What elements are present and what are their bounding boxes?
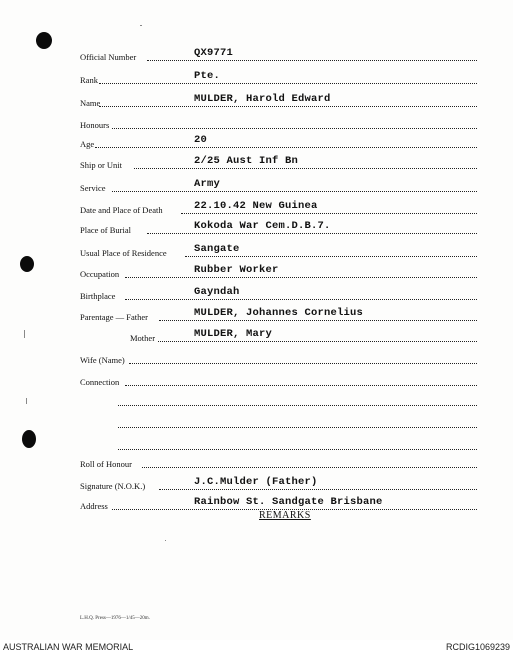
dotted-line: [142, 467, 477, 468]
field-label: Birthplace: [80, 291, 116, 301]
form-row: [0, 454, 513, 470]
form-row: [0, 350, 513, 366]
field-value: MULDER, Johannes Cornelius: [194, 307, 364, 319]
dotted-line: [129, 363, 477, 364]
field-label: Wife (Name): [80, 355, 125, 365]
printer-note: L.H.Q. Press—1976—1/45—20m.: [80, 616, 150, 621]
form-row: [0, 436, 513, 452]
form-row: [0, 70, 513, 86]
field-value: Pte.: [194, 70, 221, 82]
form-row: [0, 200, 513, 216]
field-value: Gayndah: [194, 286, 240, 298]
field-value: MULDER, Mary: [194, 328, 273, 340]
form-row: [0, 496, 513, 512]
dotted-line: [159, 489, 477, 490]
field-value: Kokoda War Cem.D.B.7.: [194, 220, 331, 232]
field-label: Usual Place of Residence: [80, 248, 167, 258]
field-value: 2/25 Aust Inf Bn: [194, 155, 299, 167]
form-row: [0, 243, 513, 259]
field-value: QX9771: [194, 47, 234, 59]
archive-name: AUSTRALIAN WAR MEMORIAL: [3, 642, 134, 652]
form-row: [0, 93, 513, 109]
dotted-line: [118, 449, 477, 450]
field-value: 22.10.42 New Guinea: [194, 200, 318, 212]
archive-footer: [0, 641, 513, 654]
field-value: 20: [194, 134, 208, 146]
form-row: [0, 392, 513, 408]
field-label: Place of Burial: [80, 225, 131, 235]
field-value: Rubber Worker: [194, 264, 279, 276]
field-label: Mother: [130, 333, 156, 343]
dotted-line: [118, 427, 477, 428]
form-row: [0, 328, 513, 344]
dotted-line: [112, 191, 477, 192]
scan-mark: [140, 25, 142, 26]
field-value: Sangate: [194, 243, 240, 255]
form-row: [0, 115, 513, 131]
form-row: [0, 414, 513, 430]
field-label: Parentage — Father: [80, 312, 148, 322]
field-label: Name: [80, 98, 101, 108]
field-value: MULDER, Harold Edward: [194, 93, 331, 105]
dotted-line: [99, 106, 477, 107]
field-label: Occupation: [80, 269, 120, 279]
dotted-line: [125, 299, 477, 300]
field-label: Ship or Unit: [80, 160, 123, 170]
dotted-line: [181, 213, 477, 214]
dotted-line: [118, 405, 477, 406]
form-row: [0, 178, 513, 194]
record-id: RCDIG1069239: [445, 642, 510, 652]
form-row: [0, 264, 513, 280]
field-value: J.C.Mulder (Father): [194, 476, 318, 488]
dotted-line: [95, 147, 477, 148]
field-value: Rainbow St. Sandgate Brisbane: [194, 496, 383, 508]
dotted-line: [125, 277, 477, 278]
field-label: Honours: [80, 120, 110, 130]
dotted-line: [112, 128, 477, 129]
form-row: [0, 372, 513, 388]
form-row: [0, 476, 513, 492]
remarks-heading: REMARKS: [259, 510, 311, 521]
field-label: Roll of Honour: [80, 459, 132, 469]
field-value: Army: [194, 178, 221, 190]
dotted-line: [159, 320, 477, 321]
field-label: Service: [80, 183, 106, 193]
dotted-line: [99, 83, 477, 84]
field-label: Connection: [80, 377, 120, 387]
form-row: [0, 220, 513, 236]
form-row: [0, 307, 513, 323]
dotted-line: [185, 256, 477, 257]
dotted-line: [134, 168, 477, 169]
dotted-line: [158, 341, 477, 342]
dotted-line: [147, 233, 477, 234]
field-label: Official Number: [80, 52, 137, 62]
field-label: Date and Place of Death: [80, 205, 163, 215]
scan-mark: [165, 540, 166, 541]
dotted-line: [125, 385, 477, 386]
form-row: [0, 134, 513, 150]
field-label: Address: [80, 501, 108, 511]
form-row: [0, 155, 513, 171]
field-label: Rank: [80, 75, 98, 85]
field-label: Age: [80, 139, 95, 149]
form-row: [0, 286, 513, 302]
form-row: [0, 47, 513, 63]
dotted-line: [147, 60, 477, 61]
field-label: Signature (N.O.K.): [80, 481, 146, 491]
